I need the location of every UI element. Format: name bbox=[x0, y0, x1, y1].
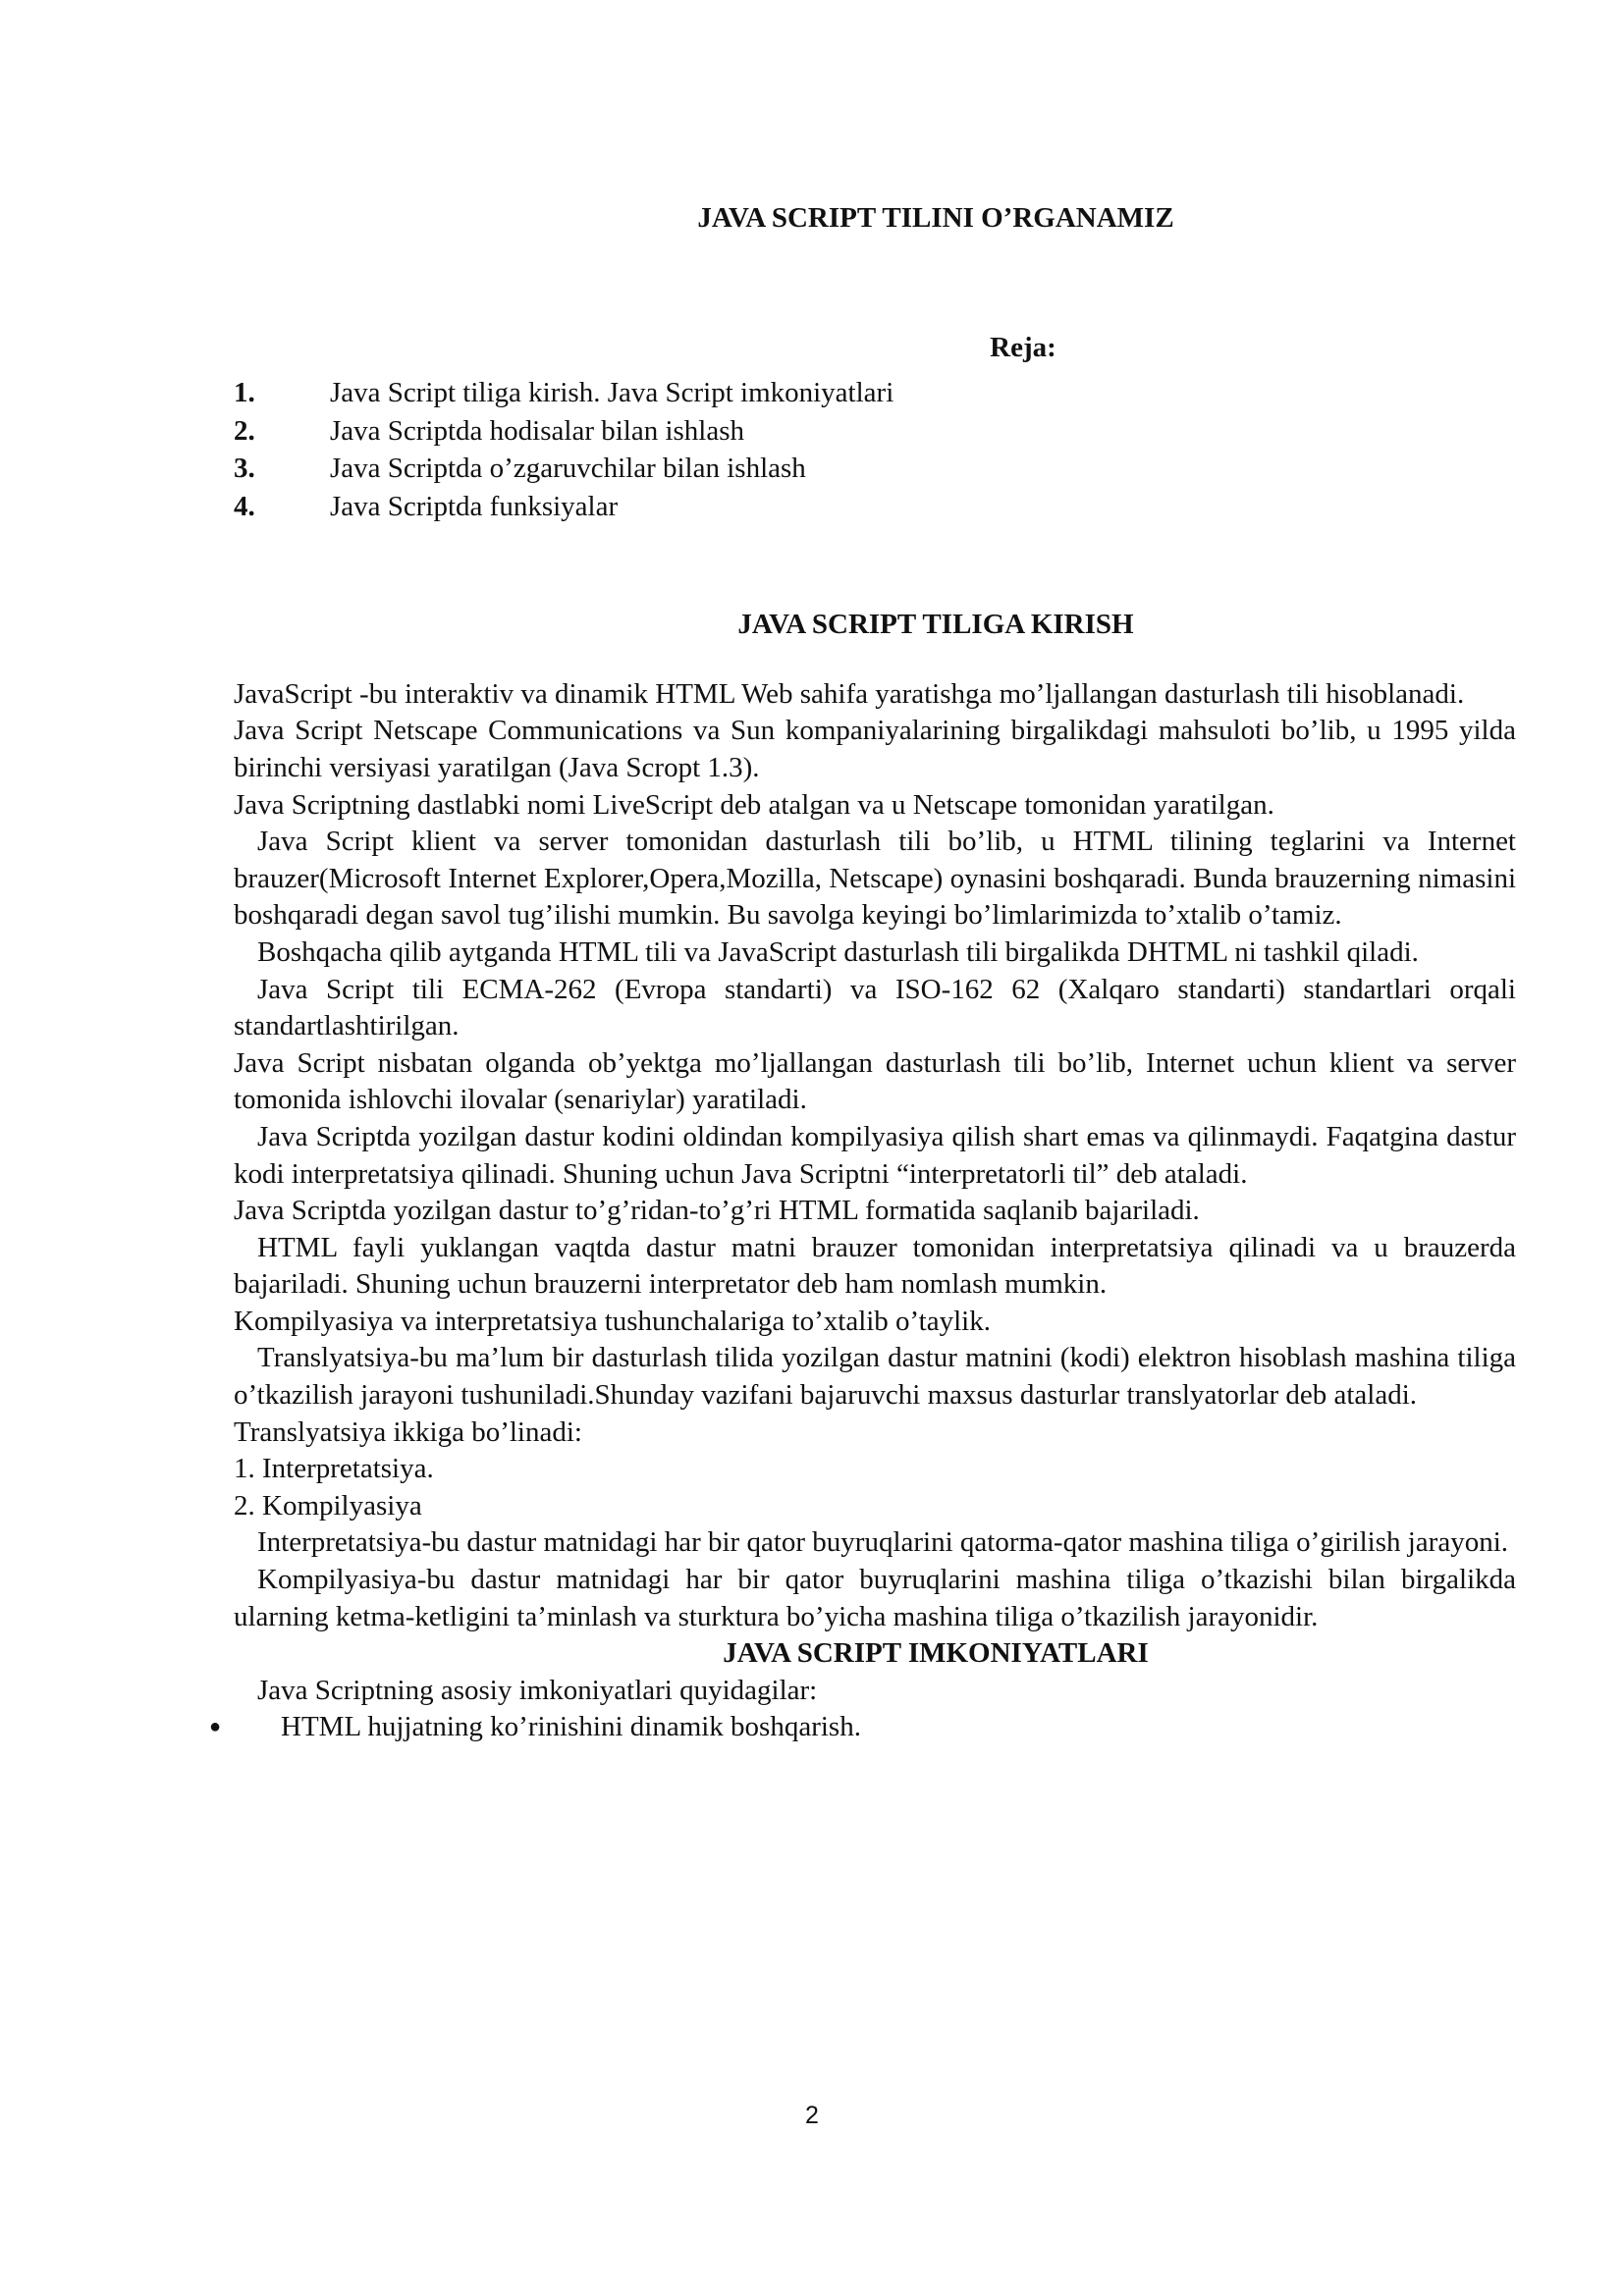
plan-item-text: Java Script tiliga kirish. Java Script imkoniyatlari bbox=[330, 377, 894, 409]
paragraph: Boshqacha qilib aytganda HTML tili va JavaScript dasturlash tili birgalikda DHTML ni tashkil qiladi. bbox=[257, 935, 1419, 968]
plan-heading: Reja: bbox=[990, 331, 1056, 363]
paragraph: Java Script klient va server tomonidan dasturlash tili bo’lib, u HTML tilining teglarini va Internet brauzer(Microsoft Internet Explorer,Opera,Mozilla, Netscape) oynasini boshqaradi. Bunda brauzerning nimasini boshqaradi degan savol tug’ilishi mumkin. Bu savolga keyingi bo’limlarimizda to’xtalib o’tamiz. bbox=[234, 826, 1516, 932]
plan-item bbox=[234, 450, 1516, 488]
plan-item-number: 1. bbox=[234, 377, 255, 409]
plan-item-number: 2. bbox=[234, 414, 255, 447]
plan-item bbox=[234, 374, 1516, 412]
plan-item-text: Java Scriptda funksiyalar bbox=[330, 490, 619, 522]
paragraph: Java Script tili ECMA-262 (Evropa standarti) va ISO-162 62 (Xalqaro standarti) standartlari orqali standartlashtirilgan. bbox=[234, 973, 1516, 1042]
paragraph: HTML fayli yuklangan vaqtda dastur matni brauzer tomonidan interpretatsiya qilinadi va u brauzerda bajariladi. Shuning uchun brauzerni interpretator deb ham nomlash mumkin. bbox=[234, 1231, 1516, 1301]
paragraph: Interpretatsiya-bu dastur matnidagi har bir qator buyruqlarini qatorma-qator mashina tiliga o’girilish jarayoni. bbox=[257, 1526, 1509, 1559]
bullet-icon: ● bbox=[209, 1716, 222, 1738]
plan-item-number: 3. bbox=[234, 453, 255, 485]
paragraph: Java Script Netscape Communications va Sun kompaniyalarining birgalikdagi mahsuloti bo’lib, u 1995 yilda birinchi versiyasi yaratilgan (Java Scropt 1.3). bbox=[234, 715, 1516, 783]
plan-item-number: 4. bbox=[234, 490, 255, 522]
plan-item bbox=[234, 412, 1516, 451]
document-title: JAVA SCRIPT TILINI O’RGANAMIZ bbox=[697, 202, 1174, 234]
page-content bbox=[209, 200, 1516, 1746]
paragraph: Java Scriptning dastlabki nomi LiveScript deb atalgan va u Netscape tomonidan yaratilgan. bbox=[234, 788, 1274, 821]
section-heading-capabilities: JAVA SCRIPT IMKONIYATLARI bbox=[723, 1637, 1149, 1670]
paragraph: 1. Interpretatsiya. bbox=[234, 1453, 434, 1485]
paragraph: Java Scriptning asosiy imkoniyatlari quyidagilar: bbox=[257, 1674, 818, 1706]
paragraph: 2. Kompilyasiya bbox=[234, 1489, 422, 1522]
paragraph: Kompilyasiya va interpretatsiya tushunchalariga to’xtalib o’taylik. bbox=[234, 1305, 991, 1337]
plan-item bbox=[234, 488, 1516, 526]
plan-list bbox=[234, 374, 1516, 525]
paragraph: Kompilyasiya-bu dastur matnidagi har bir qator buyruqlarini mashina tiliga o’tkazishi bilan birgalikda ularning ketma-ketligini ta’minlash va sturktura bo’yicha mashina tiliga o’tkazilish jarayonidir. bbox=[234, 1564, 1516, 1632]
paragraph: JavaScript -bu interaktiv va dinamik HTML Web sahifa yaratishga mo’ljallangan dasturlash tili hisoblanadi. bbox=[234, 677, 1465, 710]
section-heading-intro: JAVA SCRIPT TILIGA KIRISH bbox=[737, 609, 1134, 641]
bullet-text: HTML hujjatning ko’rinishini dinamik boshqarish. bbox=[281, 1711, 861, 1743]
paragraph: Java Scriptda yozilgan dastur to’g’ridan-to’g’ri HTML formatida saqlanib bajariladi. bbox=[234, 1195, 1200, 1227]
paragraph: Java Script nisbatan olganda ob’yektga mo’ljallangan dasturlash tili bo’lib, Internet uchun klient va server tomonida ishlovchi ilovalar (senariylar) yaratiladi. bbox=[234, 1046, 1516, 1116]
plan-item-text: Java Scriptda hodisalar bilan ishlash bbox=[330, 414, 745, 447]
bullet-item bbox=[209, 1709, 1516, 1746]
paragraph: Translyatsiya-bu ma’lum bir dasturlash tilida yozilgan dastur matnini (kodi) elektron hisoblash mashina tiliga o’tkazilish jarayoni tushuniladi.Shunday vazifani bajaruvchi maxsus dasturlar translyatorlar deb ataladi. bbox=[234, 1342, 1516, 1412]
page-number: 2 bbox=[805, 2102, 819, 2129]
paragraph: Translyatsiya ikkiga bo’linadi: bbox=[234, 1415, 582, 1448]
paragraph: Java Scriptda yozilgan dastur kodini oldindan kompilyasiya qilish shart emas va qilinmaydi. Faqatgina dastur kodi interpretatsiya qilinadi. Shuning uchun Java Scriptni “interpretatorli til” deb ataladi. bbox=[234, 1120, 1516, 1190]
plan-item-text: Java Scriptda o’zgaruvchilar bilan ishlash bbox=[330, 453, 806, 485]
